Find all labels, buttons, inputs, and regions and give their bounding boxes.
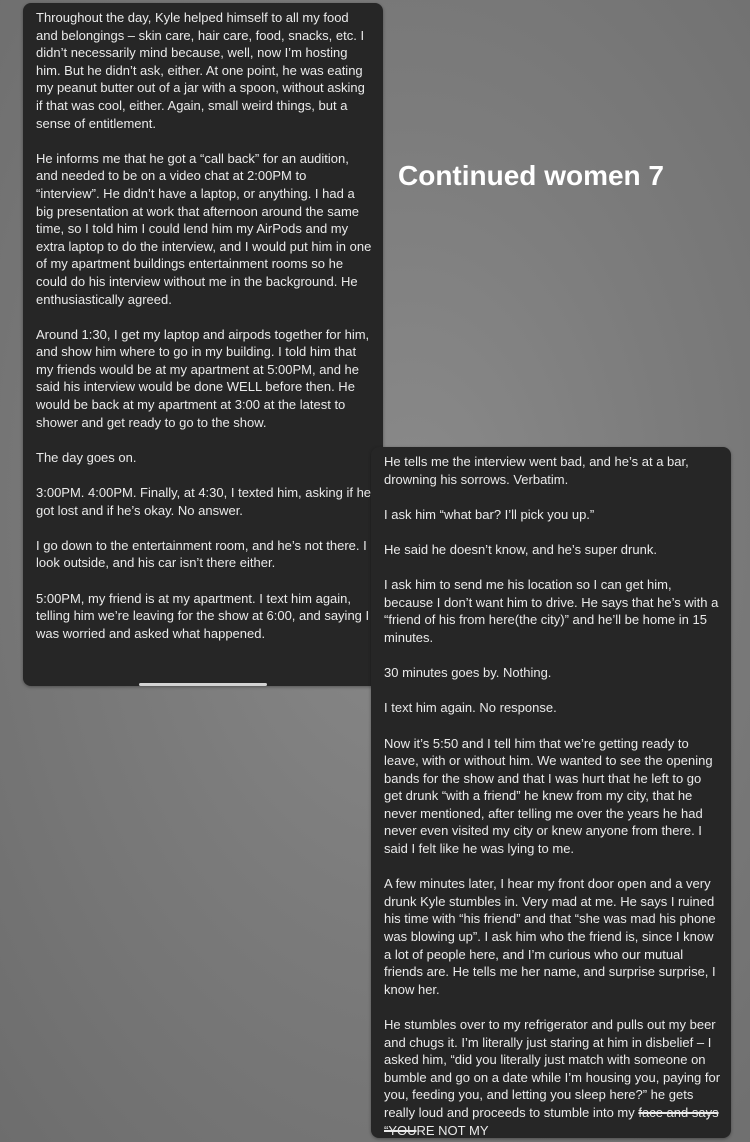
paragraph: I go down to the entertainment room, and he’s not there. I look outside, and his car isn’t there either. — [36, 537, 367, 571]
struck-text: face and says “YOU — [384, 1104, 719, 1138]
paragraph: 3:00PM. 4:00PM. Finally, at 4:30, I texted him, asking if he got lost and if he’s okay. No answer. — [36, 485, 372, 518]
paragraph: He tells me the interview went bad, and he’s at a bar, drowning his sorrows. Verbatim. — [384, 454, 689, 487]
paragraph: 30 minutes goes by. Nothing. — [384, 665, 552, 681]
story-text-card-right — [371, 447, 731, 1138]
paragraph: I ask him to send me his location so I can get him, because I don’t want him to drive. He says that he’s with a “friend of his from here(the city)” and he’ll be home in 15 minutes. — [384, 577, 719, 645]
story-overlay-title: Continued women 7 — [398, 160, 664, 191]
paragraph: 5:00PM, my friend is at my apartment. I text him again, telling him we’re leaving for the show at 6:00, and saying I was worried and asked what happened. — [36, 590, 370, 641]
paragraph: Now it’s 5:50 and I tell him that we’re getting ready to leave, with or without him. We wanted to see the opening bands for the show and that I was hurt that he left to go get drunk “with a friend” he knew from my city, that he never mentioned, after telling me over the years he had never even visited my city or knew anyone from there. I said I felt like he was lying to me. — [384, 735, 713, 857]
paragraph: I text him again. No response. — [384, 700, 557, 716]
paragraph: I ask him “what bar? I’ll pick you up.” — [384, 506, 595, 522]
paragraph-text: He stumbles over to my refrigerator and pulls out my beer and chugs it. I’m literally just staring at him in disbelief – I asked him, “did you literally just match with someone on bumble and go on a date while I’m housing you, paying for you, feeding you, and letting you sleep here?” he gets really loud and proceeds to stumble into my — [384, 1017, 721, 1120]
paragraph: Throughout the day, Kyle helped himself to all my food and belongings – skin care, hair care, food, snacks, etc. I didn’t necessarily mind because, well, now I’m hosting him. But he didn’t ask, either. At one point, he was eating my peanut butter out of a jar with a spoon, without asking if that was cool, either. Again, small weird things, but a sense of entitlement. — [36, 10, 365, 131]
paragraph: He said he doesn’t know, and he’s super drunk. — [384, 541, 657, 557]
paragraph: Around 1:30, I get my laptop and airpods together for him, and show him where to go in my building. I told him that my friends would be at my apartment at 5:00PM, and he said his interview would be done WELL before then. He would be back at my apartment at 3:00 at the latest to shower and get ready to go to the show. — [36, 326, 370, 430]
story-text-card-left — [23, 3, 383, 686]
paragraph-last — [384, 1016, 721, 1138]
paragraph: The day goes on. — [36, 449, 137, 465]
paragraph: He informs me that he got a “call back” for an audition, and needed to be on a video chat at 2:00PM to “interview”. He didn’t have a laptop, or anything. I had a big presentation at work that afternoon around the same time, so I told him I could lend him my AirPods and my extra laptop to do the interview, and I would put him in one of my apartment buildings entertainment rooms so he could do his interview without me in the background. He enthusiastically agreed. — [36, 150, 372, 307]
paragraph: A few minutes later, I hear my front door open and a very drunk Kyle stumbles in. Very mad at me. He says I ruined his time with “his friend” and that “she was mad his phone was blowing up”. I ask him who the friend is, since I know a lot of people here, and I’m curious who our mutual friends are. He tells me her name, and surprise surprise, I know her. — [384, 876, 716, 997]
scroll-indicator — [139, 683, 267, 686]
paragraph-text: RE NOT MY — [416, 1122, 489, 1138]
